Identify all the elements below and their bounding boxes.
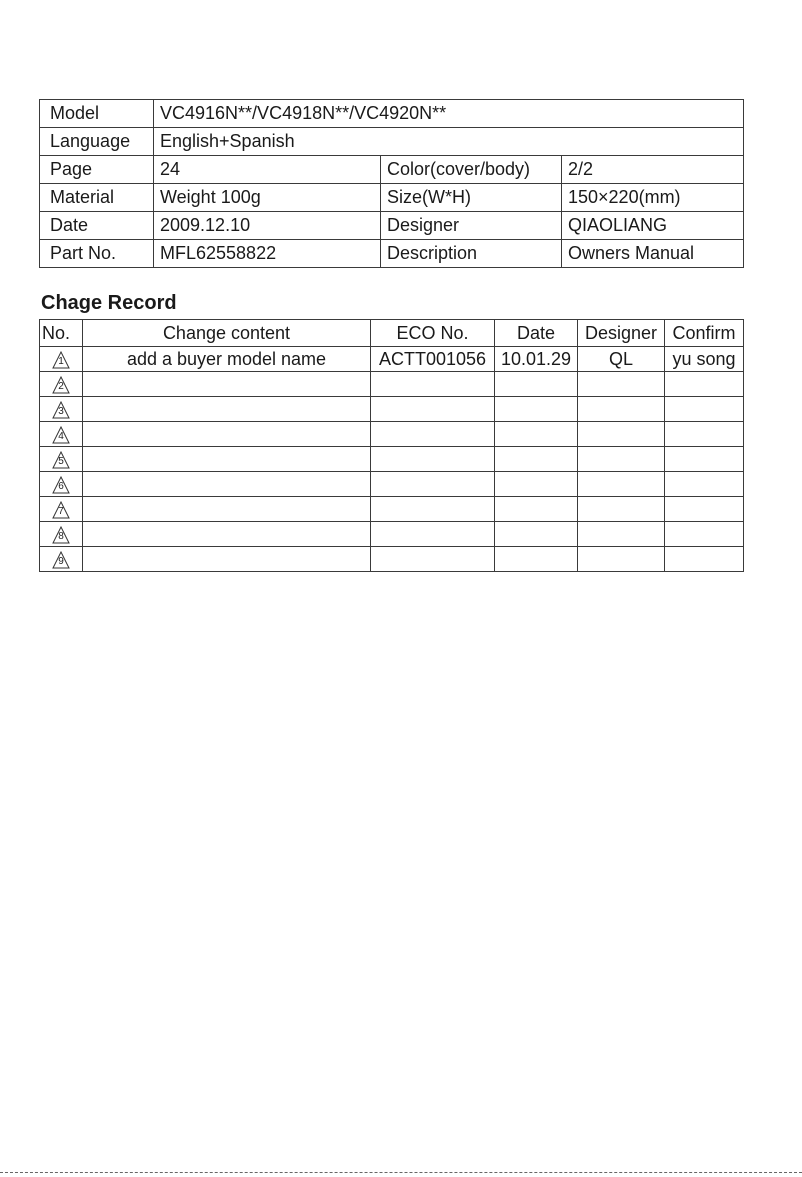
table-row — [40, 447, 744, 472]
table-row — [40, 397, 744, 422]
description-label: Description — [381, 240, 562, 268]
revision-triangle-icon — [52, 426, 70, 444]
designer-cell — [578, 522, 665, 547]
change-content-cell: add a buyer model name — [83, 347, 371, 372]
change-content-cell — [83, 522, 371, 547]
partno-value: MFL62558822 — [154, 240, 381, 268]
revision-number-cell — [40, 397, 83, 422]
date-cell — [495, 397, 578, 422]
revision-triangle-icon — [52, 501, 70, 519]
table-row — [40, 347, 744, 372]
table-row — [40, 547, 744, 572]
confirm-cell — [665, 472, 744, 497]
change-record-header-row — [40, 320, 744, 347]
header-change-content: Change content — [83, 320, 371, 347]
confirm-cell — [665, 497, 744, 522]
date-cell — [495, 497, 578, 522]
revision-number-cell — [40, 472, 83, 497]
designer-cell: QL — [578, 347, 665, 372]
confirm-cell — [665, 522, 744, 547]
revision-triangle-icon — [52, 376, 70, 394]
revision-number-cell — [40, 497, 83, 522]
revision-number: 5 — [58, 456, 64, 468]
change-content-cell — [83, 472, 371, 497]
change-content-cell — [83, 397, 371, 422]
confirm-cell — [665, 422, 744, 447]
model-value: VC4916N**/VC4918N**/VC4920N** — [154, 100, 744, 128]
designer-cell — [578, 497, 665, 522]
confirm-cell: yu song — [665, 347, 744, 372]
designer-cell — [578, 447, 665, 472]
table-row — [40, 522, 744, 547]
header-eco-no: ECO No. — [371, 320, 495, 347]
eco-no-cell — [371, 497, 495, 522]
confirm-cell — [665, 397, 744, 422]
language-value: English+Spanish — [154, 128, 744, 156]
change-record-title: Chage Record — [41, 292, 177, 314]
spec-table — [39, 99, 744, 268]
eco-no-cell — [371, 397, 495, 422]
revision-number: 2 — [58, 381, 64, 393]
change-record-table — [39, 319, 744, 572]
revision-number: 9 — [58, 556, 64, 568]
date-cell: 10.01.29 — [495, 347, 578, 372]
date-cell — [495, 522, 578, 547]
table-row — [40, 497, 744, 522]
revision-triangle-icon — [52, 401, 70, 419]
page-value: 24 — [154, 156, 381, 184]
revision-triangle-icon — [52, 551, 70, 569]
confirm-cell — [665, 372, 744, 397]
revision-triangle-icon — [52, 526, 70, 544]
date-cell — [495, 447, 578, 472]
spec-row-partno — [40, 240, 744, 268]
table-row — [40, 422, 744, 447]
spec-row-material — [40, 184, 744, 212]
change-record-body — [40, 347, 744, 572]
size-value: 150×220(mm) — [562, 184, 744, 212]
date-label: Date — [40, 212, 154, 240]
header-date: Date — [495, 320, 578, 347]
designer-label: Designer — [381, 212, 562, 240]
header-no: No. — [40, 320, 83, 347]
revision-triangle-icon — [52, 451, 70, 469]
change-content-cell — [83, 422, 371, 447]
revision-number: 6 — [58, 481, 64, 493]
spec-row-model — [40, 100, 744, 128]
language-label: Language — [40, 128, 154, 156]
date-cell — [495, 472, 578, 497]
designer-cell — [578, 397, 665, 422]
material-value: Weight 100g — [154, 184, 381, 212]
change-content-cell — [83, 447, 371, 472]
eco-no-cell: ACTT001056 — [371, 347, 495, 372]
confirm-cell — [665, 447, 744, 472]
revision-number: 7 — [58, 506, 64, 518]
model-label: Model — [40, 100, 154, 128]
designer-cell — [578, 472, 665, 497]
color-label: Color(cover/body) — [381, 156, 562, 184]
date-value: 2009.12.10 — [154, 212, 381, 240]
header-designer: Designer — [578, 320, 665, 347]
table-row — [40, 372, 744, 397]
revision-number: 4 — [58, 431, 64, 443]
revision-number-cell — [40, 522, 83, 547]
eco-no-cell — [371, 447, 495, 472]
color-value: 2/2 — [562, 156, 744, 184]
designer-cell — [578, 547, 665, 572]
designer-cell — [578, 372, 665, 397]
size-label: Size(W*H) — [381, 184, 562, 212]
partno-label: Part No. — [40, 240, 154, 268]
revision-triangle-icon — [52, 476, 70, 494]
change-content-cell — [83, 372, 371, 397]
change-content-cell — [83, 497, 371, 522]
eco-no-cell — [371, 372, 495, 397]
material-label: Material — [40, 184, 154, 212]
eco-no-cell — [371, 522, 495, 547]
date-cell — [495, 422, 578, 447]
date-cell — [495, 372, 578, 397]
page-label: Page — [40, 156, 154, 184]
page-bottom-rule — [0, 1172, 802, 1173]
eco-no-cell — [371, 422, 495, 447]
revision-number-cell — [40, 422, 83, 447]
confirm-cell — [665, 547, 744, 572]
revision-triangle-icon — [52, 351, 70, 369]
revision-number-cell — [40, 447, 83, 472]
revision-number: 8 — [58, 531, 64, 543]
eco-no-cell — [371, 472, 495, 497]
designer-value: QIAOLIANG — [562, 212, 744, 240]
spec-row-date — [40, 212, 744, 240]
revision-number-cell — [40, 372, 83, 397]
header-confirm: Confirm — [665, 320, 744, 347]
revision-number-cell — [40, 547, 83, 572]
revision-number: 3 — [58, 406, 64, 418]
revision-number-cell — [40, 347, 83, 372]
revision-number: 1 — [58, 356, 64, 368]
eco-no-cell — [371, 547, 495, 572]
description-value: Owners Manual — [562, 240, 744, 268]
table-row — [40, 472, 744, 497]
spec-row-page — [40, 156, 744, 184]
change-content-cell — [83, 547, 371, 572]
designer-cell — [578, 422, 665, 447]
spec-row-language — [40, 128, 744, 156]
date-cell — [495, 547, 578, 572]
